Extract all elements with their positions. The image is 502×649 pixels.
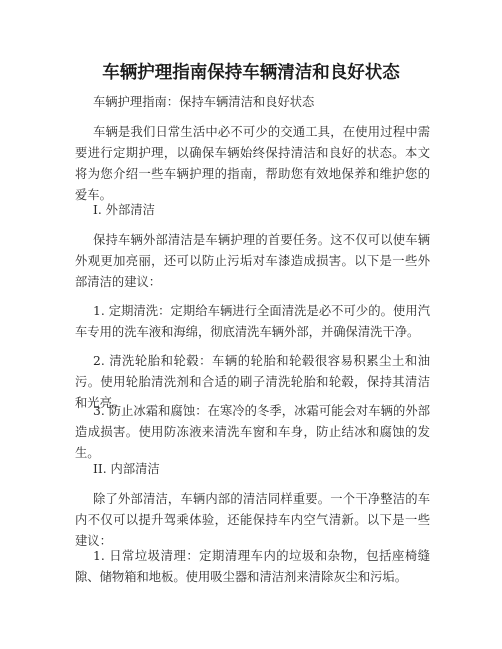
section-intro-interior: 除了外部清洁，车辆内部的清洁同样重要。一个干净整洁的车内不仅可以提升驾乘体验，还能保持车内空气清新。以下是一些建议： (75, 492, 430, 548)
list-item: 1. 定期清洗：定期给车辆进行全面清洗是必不可少的。使用汽车专用的洗车液和海绵，彻底清洗车辆外部，并确保清洗干净。 (75, 304, 430, 339)
section-heading-interior: II. 内部清洁 (93, 462, 160, 476)
section-intro-exterior: 保持车辆外部清洁是车辆护理的首要任务。这不仅可以使车辆外观更加亮丽，还可以防止污垢对车漆造成损害。以下是一些外部清洁的建议： (75, 233, 430, 289)
intro-paragraph: 车辆是我们日常生活中必不可少的交通工具，在使用过程中需要进行定期护理，以确保车辆始终保持清洁和良好的状态。本文将为您介绍一些车辆护理的指南，帮助您有效地保养和维护您的爱车。 (75, 125, 430, 202)
document-subtitle: 车辆护理指南：保持车辆清洁和良好状态 (93, 95, 315, 109)
list-item: 3. 防止冰霜和腐蚀：在寒冷的冬季，冰霜可能会对车辆的外部造成损害。使用防冻液来清洗车窗和车身，防止结冰和腐蚀的发生。 (75, 404, 430, 460)
section-heading-exterior: I. 外部清洁 (93, 203, 155, 217)
list-item: 2. 清洗轮胎和轮毂：车辆的轮胎和轮毂很容易积累尘土和油污。使用轮胎清洗剂和合适的刷子清洗轮胎和轮毂，保持其清洁和光亮。 (75, 354, 430, 410)
document-title: 车辆护理指南保持车辆清洁和良好状态 (102, 63, 400, 83)
list-item: 1. 日常垃圾清理：定期清理车内的垃圾和杂物，包括座椅缝隙、储物箱和地板。使用吸尘器和清洁剂来清除灰尘和污垢。 (75, 549, 430, 584)
